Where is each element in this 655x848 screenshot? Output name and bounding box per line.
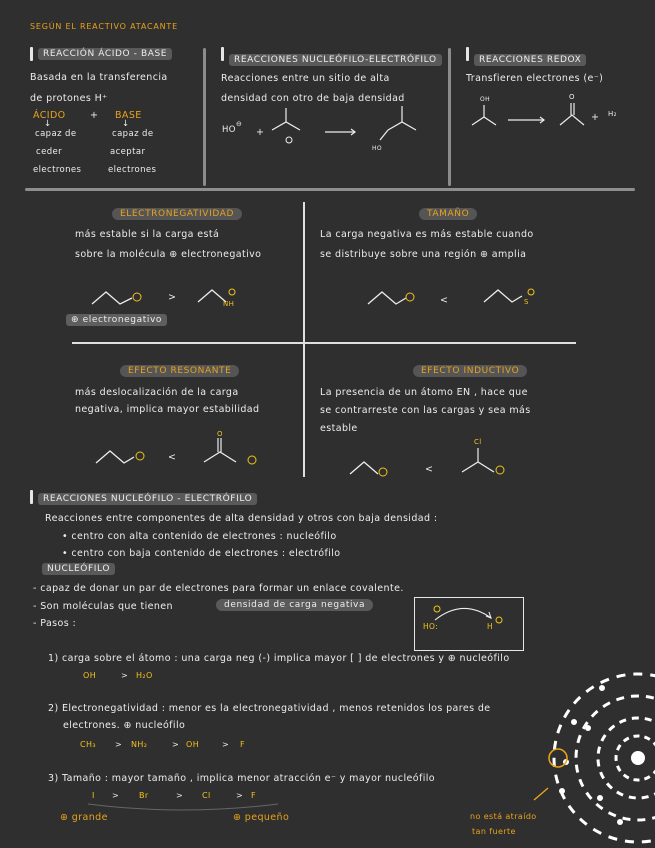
electronegativity-label: ELECTRONEGATIVIDAD [112, 208, 242, 220]
plus-sign: + [90, 110, 99, 121]
step2-ex-2: > [115, 740, 123, 749]
section-marker [221, 47, 224, 61]
acid-label: ÁCIDO [33, 110, 66, 121]
step3-text: 3) Tamaño : mayor tamaño , implica menor atracción e⁻ y mayor nucleófilo [48, 773, 436, 784]
nuc-elec-desc1: Reacciones entre un sitio de alta [221, 73, 390, 84]
grid-horizontal-divider [72, 342, 576, 344]
step3-ex-3: Br [139, 791, 149, 800]
plus-sign: + [591, 112, 600, 123]
large-label: ⊕ grande [60, 812, 108, 823]
step1-ex-3: H₂O [136, 671, 153, 680]
step2-ex-7: F [240, 740, 246, 749]
resonance-desc2: negativa, implica mayor estabilidad [75, 404, 260, 415]
negative-charge-icon: ⊖ [236, 120, 243, 128]
inductive-label: EFECTO INDUCTIVO [413, 365, 527, 377]
base-def-1: capaz de [112, 129, 154, 139]
arrow-down-icon: ↓ [122, 119, 130, 129]
inductive-desc1: La presencia de un átomo EN , hace que [320, 387, 528, 398]
nuc-elec-label: REACCIONES NUCLEÓFILO - ELECTRÓFILO [38, 493, 257, 505]
divider [203, 48, 206, 186]
h2-label: H₂ [608, 110, 617, 118]
acid-base-desc2: de protones H⁺ [30, 93, 108, 104]
step1-ex-2: > [121, 671, 129, 680]
oh-label: OH [480, 96, 491, 103]
section-marker [30, 490, 33, 504]
grid-vertical-divider [303, 202, 305, 477]
alkoxide-structure [368, 288, 428, 308]
atom-note-2: tan fuerte [472, 827, 516, 836]
size-label: TAMAÑO [419, 208, 477, 220]
o-label: O [217, 430, 223, 438]
small-label: ⊕ pequeño [233, 812, 290, 823]
compare-sign: < [425, 464, 434, 475]
nh-label: NH [223, 300, 235, 308]
ho-label: HO: [423, 622, 439, 631]
base-def-2: aceptar [110, 147, 146, 157]
carboxylate-structure [200, 438, 260, 468]
acid-base-label: REACCIÓN ÁCIDO - BASE [38, 48, 172, 60]
size-desc2: se distribuye sobre una región ⊕ amplia [320, 249, 527, 260]
nuc-line1: - capaz de donar un par de electrones para formar un enlace covalente. [33, 583, 404, 594]
step3-ex-1: I [92, 791, 95, 800]
inductive-desc2: se contrarreste con las cargas y sea más [320, 405, 531, 416]
acid-def-3: electrones [33, 165, 82, 175]
plus-sign: + [256, 127, 265, 138]
acid-base-desc1: Basada en la transferencia [30, 72, 168, 83]
acid-def-2: ceder [36, 147, 63, 157]
step2-text-b: electrones. ⊕ nucleófilo [63, 720, 186, 731]
divider [448, 48, 451, 186]
electroneg-desc2: sobre la molécula ⊕ electronegativo [75, 249, 262, 260]
alcohol-structure [388, 112, 428, 152]
cl-label: Cl [474, 438, 482, 446]
compare-sign: < [168, 452, 177, 463]
bullet-electrophile: • centro con baja contenido de electrones : electrófilo [62, 548, 341, 559]
step3-ex-5: Cl [202, 791, 211, 800]
section-marker [30, 47, 33, 61]
electroneg-desc1: más estable si la carga está [75, 229, 220, 240]
step1-ex-1: OH [83, 671, 97, 680]
redox-label: REACCIONES REDOX [474, 54, 586, 66]
alcohol-structure [472, 105, 512, 135]
section-marker [466, 47, 469, 61]
density-highlight: densidad de carga negativa [216, 599, 373, 611]
nucleophile-label: NUCLEÓFILO [42, 563, 115, 575]
resonance-desc1: más deslocalización de la carga [75, 387, 239, 398]
reaction-arrow-icon [325, 128, 365, 136]
size-desc1: La carga negativa es más estable cuando [320, 229, 534, 240]
nuc-elec-label: REACCIONES NUCLEÓFILO-ELECTRÓFILO [229, 54, 442, 66]
arrow-down-icon: ↓ [44, 119, 52, 129]
electronegative-note: ⊕ electronegativo [66, 314, 167, 326]
redox-desc: Transfieren electrones (e⁻) [466, 73, 604, 84]
hydroxide-label: HO [222, 125, 236, 135]
alkoxide-structure [96, 447, 156, 467]
base-def-3: electrones [108, 165, 157, 175]
inductive-desc3: estable [320, 423, 358, 434]
mechanism-box [414, 597, 524, 651]
step2-ex-1: CH₃ [80, 740, 97, 749]
step2-ex-4: > [172, 740, 180, 749]
nuc-line3: - Pasos : [33, 618, 77, 629]
horizontal-divider [25, 188, 635, 191]
atom-shells-illustration [540, 670, 655, 848]
step3-ex-6: > [236, 791, 244, 800]
atom-note-1: no está atraído [470, 812, 537, 821]
nuc-line2: - Son moléculas que tienen [33, 601, 173, 612]
step1-text: 1) carga sobre el átomo : una carga neg (-) implica mayor [ ] de electrones y ⊕ nucleófilo [48, 653, 510, 664]
reaction-arrow-icon [508, 116, 554, 124]
step3-ex-4: > [176, 791, 184, 800]
bullet-nucleophile: • centro con alta contenido de electrones : nucleófilo [62, 531, 337, 542]
s-label: S [524, 298, 529, 306]
alkyl-halide-structure [272, 112, 332, 152]
electron-pair-arrow-icon [433, 604, 503, 628]
nuc-elec-desc2: densidad con otro de baja densidad [221, 93, 405, 104]
step2-ex-5: OH [186, 740, 200, 749]
acid-def-1: capaz de [35, 129, 77, 139]
step3-ex-2: > [112, 791, 120, 800]
step2-text-a: 2) Electronegatividad : menor es la electronegatividad , menos retenidos los pares de [48, 703, 491, 714]
thiolate-structure [484, 286, 544, 306]
alkoxide-structure [350, 458, 410, 478]
product-ho-label: HO [372, 145, 383, 152]
o-label: O [569, 93, 575, 101]
nuc-elec-desc: Reacciones entre componentes de alta densidad y otros con baja densidad : [45, 513, 438, 524]
base-label: BASE [115, 110, 142, 121]
alkoxide-structure [92, 288, 152, 308]
step2-ex-3: NH₂ [131, 740, 148, 749]
chloro-alkoxide-structure [458, 448, 518, 478]
step3-ex-7: F [251, 791, 257, 800]
page-title: SEGÚN EL REACTIVO ATACANTE [30, 22, 178, 31]
compare-sign: > [168, 292, 177, 303]
step2-ex-6: > [222, 740, 230, 749]
compare-sign: < [440, 295, 449, 306]
resonance-label: EFECTO RESONANTE [120, 365, 239, 377]
h-label: H [487, 622, 494, 631]
